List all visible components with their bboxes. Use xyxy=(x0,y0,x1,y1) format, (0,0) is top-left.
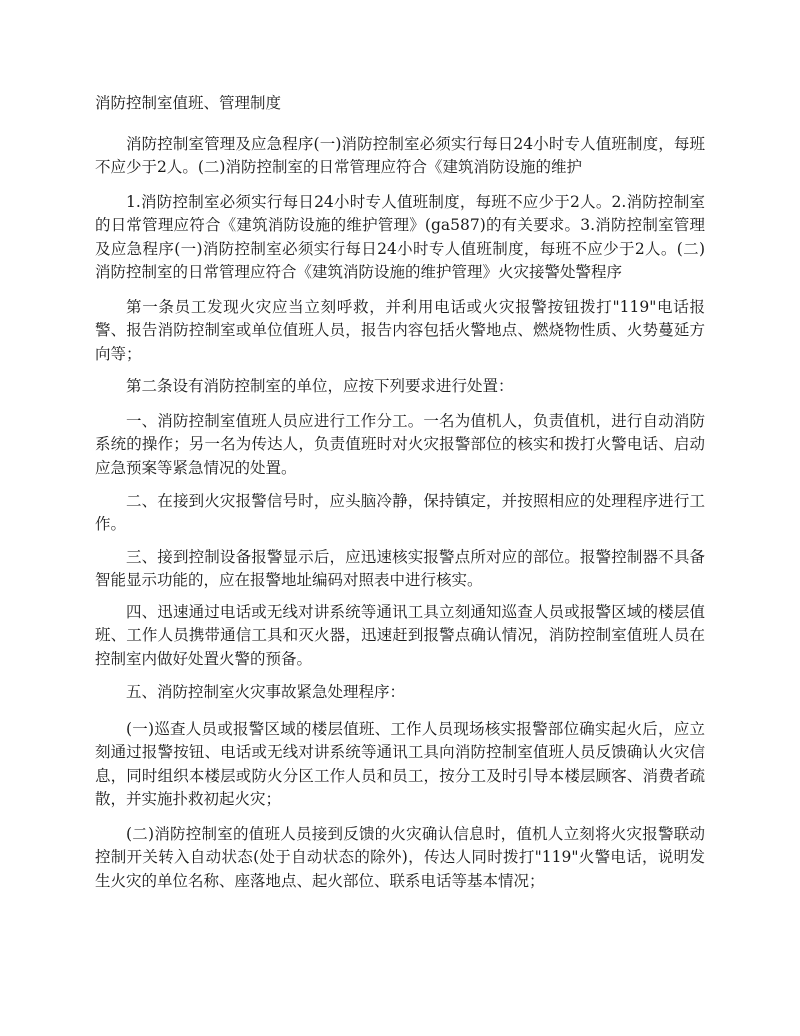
paragraph-9: 五、消防控制室火灾事故紧急处理程序： xyxy=(126,683,406,701)
paragraph-4: 第二条设有消防控制室的单位，应按下列要求进行处置： xyxy=(126,377,514,395)
paragraph-3: 第一条员工发现火灾应当立刻呼救，并利用电话或火灾报警按钮拨打"119"电话报警、报告消防控制室或单位值班人员，报告内容包括火警地点、燃烧物性质、火势蔓延方向等； xyxy=(95,298,705,363)
paragraph-1: 消防控制室管理及应急程序(一)消防控制室必须实行每日24小时专人值班制度，每班不应少于2人。(二)消防控制室的日常管理应符合《建筑消防设施的维护 xyxy=(95,135,705,177)
paragraph-6: 二、在接到火灾报警信号时，应头脑冷静，保持镇定，并按照相应的处理程序进行工作。 xyxy=(95,492,705,534)
paragraph-7: 三、接到控制设备报警显示后，应迅速核实报警点所对应的部位。报警控制器不具备智能显示功能的，应在报警地址编码对照表中进行核实。 xyxy=(95,548,705,590)
document-title: 消防控制室值班、管理制度 xyxy=(95,94,282,112)
paragraph-11: (二)消防控制室的值班人员接到反馈的火灾确认信息时，值机人立刻将火灾报警联动控制开关转入自动状态(处于自动状态的除外)，传达人同时拨打"119"火警电话，说明发生火灾的单位名称、座落地点、起火部位、联系电话等基本情况； xyxy=(95,825,705,890)
paragraph-2: 1.消防控制室必须实行每日24小时专人值班制度，每班不应少于2人。2.消防控制室的日常管理应符合《建筑消防设施的维护管理》(ga587)的有关要求。3.消防控制室管理及应急程序(一)消防控制室必须实行每日24小时专人值班制度，每班不应少于2人。(二)消防控制室的日常管理应符合《建筑消防设施的维护管理》火灾接警处警程序 xyxy=(95,193,705,281)
paragraph-8: 四、迅速通过电话或无线对讲系统等通讯工具立刻通知巡查人员或报警区域的楼层值班、工作人员携带通信工具和灭火器，迅速赶到报警点确认情况，消防控制室值班人员在控制室内做好处置火警的预备。 xyxy=(95,603,705,668)
paragraph-10: (一)巡查人员或报警区域的楼层值班、工作人员现场核实报警部位确实起火后，应立刻通过报警按钮、电话或无线对讲系统等通讯工具向消防控制室值班人员反馈确认火灾信息，同时组织本楼层或防火分区工作人员和员工，按分工及时引导本楼层顾客、消费者疏散，并实施扑救初起火灾； xyxy=(95,720,705,808)
paragraph-5: 一、消防控制室值班人员应进行工作分工。一名为值机人，负责值机，进行自动消防系统的操作；另一名为传达人，负责值班时对火灾报警部位的核实和拨打火警电话、启动应急预案等紧急情况的处置。 xyxy=(95,412,705,477)
